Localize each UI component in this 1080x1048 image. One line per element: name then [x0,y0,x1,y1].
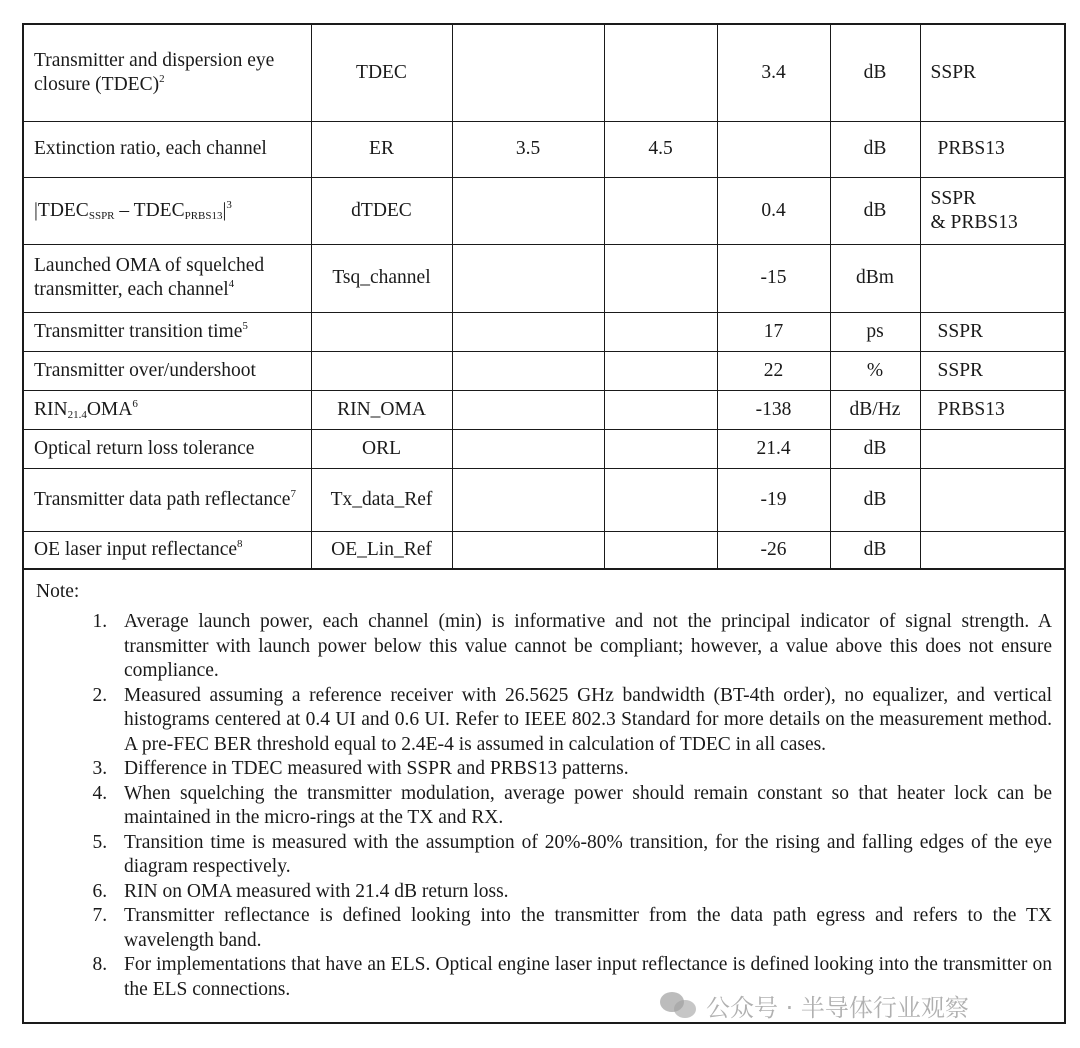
unit-cell: dB/Hz [830,390,920,429]
symbol-cell: RIN_OMA [311,390,452,429]
footnote-ref: 2 [159,72,165,85]
condition-cell: SSPR [920,25,1064,121]
param-cell: Transmitter and dispersion eye closure (TDEC)$^2$ [24,25,311,121]
condition-cell [920,531,1064,568]
unit-cell: dB [830,531,920,568]
note-item: 4. When squelching the transmitter modulation, average power should remain constant so that heater lock can be maintained in the micro-rings at the TX and RX. [112,782,1052,831]
unit-cell: dB [830,121,920,177]
condition-cell [920,468,1064,531]
min-cell [452,351,604,390]
min-cell: 3.5 [452,121,604,177]
note-item: 8. For implementations that have an ELS. Optical engine laser input reflectance is defined looking into the transmitter on the ELS connections. [112,953,1052,1002]
typ-cell [604,25,717,121]
footnote-ref: 8 [237,537,243,550]
footnote-ref: 7 [290,487,296,500]
typ-cell [604,531,717,568]
note-item: 5. Transition time is measured with the assumption of 20%-80% transition, for the rising and falling edges of the eye diagram respectively. [112,831,1052,880]
unit-cell: ps [830,312,920,351]
typ-cell [604,390,717,429]
min-cell [452,429,604,468]
table-row [24,351,1064,390]
footnote-ref: 4 [228,278,235,290]
footnote-ref: 6 [132,397,138,410]
symbol-cell: Tsq_channel [311,244,452,312]
unit-cell: dB [830,468,920,531]
min-cell [452,531,604,568]
max-cell [717,121,830,177]
param-cell: Extinction ratio, each channel [24,121,311,177]
max-cell: 3.4 [717,25,830,121]
table-row [24,312,1064,351]
note-item: 3. Difference in TDEC measured with SSPR and PRBS13 patterns. [112,757,1052,782]
max-cell: 22 [717,351,830,390]
symbol-cell [311,351,452,390]
note-item: 2. Measured assuming a reference receiver with 26.5625 GHz bandwidth (BT-4th order), no equalizer, and vertical histograms centered at 0.4 UI and 0.6 UI. Refer to IEEE 802.3 Standard for more details on the measurement method. A pre-FEC BER threshold equal to 2.4E-4 is assumed in calculation of TDEC in all cases. [112,684,1052,758]
max-cell: -26 [717,531,830,568]
symbol-cell: OE_Lin_Ref [311,531,452,568]
unit-cell: % [830,351,920,390]
unit-cell: dB [830,25,920,121]
max-cell: 17 [717,312,830,351]
table-row [24,390,1064,429]
condition-cell: SSPR & PRBS13 [920,177,1064,244]
symbol-cell: TDEC [311,25,452,121]
param-cell: Transmitter transition time$^5$ [24,312,311,351]
param-cell: $|TDEC_{SSPR}$ – $TDEC_{PRBS13}|^3$ [24,177,311,244]
watermark-text: 公众号 · 半导体行业观察 [706,993,969,1022]
unit-cell: dB [830,429,920,468]
param-cell: Transmitter data path reflectance$^7$ [24,468,311,531]
symbol-cell: dTDEC [311,177,452,244]
table-row [24,429,1064,468]
table-row [24,121,1064,177]
symbol-cell [311,312,452,351]
notes-list [36,610,1052,1002]
param-cell: Transmitter over/undershoot [24,351,311,390]
max-cell: -19 [717,468,830,531]
condition-cell: PRBS13 [920,390,1064,429]
table-row [24,25,1064,121]
symbol-cell: Tx_data_Ref [311,468,452,531]
typ-cell [604,177,717,244]
min-cell [452,244,604,312]
param-cell: Optical return loss tolerance [24,429,311,468]
unit-cell: dB [830,177,920,244]
notes-heading: Note: [36,580,80,602]
min-cell [452,312,604,351]
typ-cell [604,312,717,351]
typ-cell [604,468,717,531]
unit-cell: dBm [830,244,920,312]
max-cell: 21.4 [717,429,830,468]
param-cell: Launched OMA of squelched transmitter, each channel$^4$ [24,244,311,312]
spec-document [22,23,1066,1024]
note-item: 1. Average launch power, each channel (min) is informative and not the principal indicator of signal strength. A transmitter with launch power below this value cannot be compliant; however, a value above this does not ensure compliance. [112,610,1052,684]
min-cell [452,468,604,531]
condition-cell [920,244,1064,312]
condition-cell: PRBS13 [920,121,1064,177]
typ-cell [604,244,717,312]
symbol-cell: ORL [311,429,452,468]
wechat-icon [660,990,698,1020]
param-cell: OE laser input reflectance$^8$ [24,531,311,568]
notes-section [24,569,1064,1003]
spec-table [24,25,1064,569]
typ-cell: 4.5 [604,121,717,177]
max-cell: -138 [717,390,830,429]
watermark [660,985,1060,1025]
footnote-ref: 3 [226,198,232,211]
table-row [24,531,1064,568]
table-row [24,468,1064,531]
table-row [24,244,1064,312]
note-item: 7. Transmitter reflectance is defined looking into the transmitter from the data path egress and refers to the TX wavelength band. [112,904,1052,953]
table-row [24,177,1064,244]
symbol-cell: ER [311,121,452,177]
typ-cell [604,351,717,390]
min-cell [452,177,604,244]
condition-cell [920,429,1064,468]
min-cell [452,390,604,429]
max-cell: -15 [717,244,830,312]
condition-cell: SSPR [920,312,1064,351]
typ-cell [604,429,717,468]
footnote-ref: 5 [242,319,248,332]
condition-cell: SSPR [920,351,1064,390]
param-cell: $RIN_{21.4}OMA^6$ [24,390,311,429]
min-cell [452,25,604,121]
note-item: 6. RIN on OMA measured with 21.4 dB return loss. [112,880,1052,905]
max-cell: 0.4 [717,177,830,244]
